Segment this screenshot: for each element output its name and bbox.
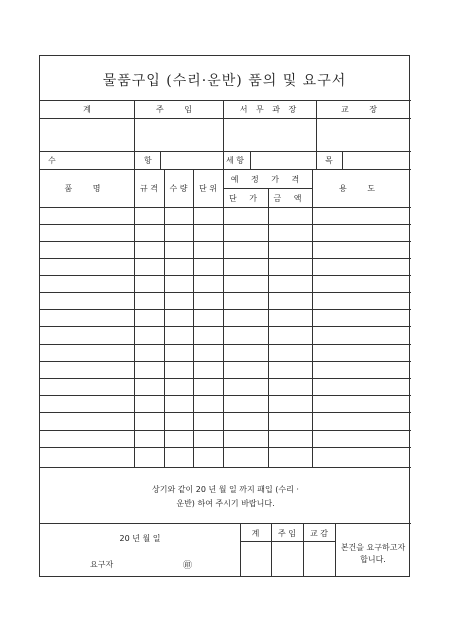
divider xyxy=(164,169,165,467)
info-su-label: 수 xyxy=(48,156,56,165)
approval-gye-label: 계 xyxy=(83,105,91,114)
divider xyxy=(40,118,411,119)
divider xyxy=(40,523,411,524)
footer-gyogam-label: 교 감 xyxy=(310,529,328,538)
header-unit: 단 위 xyxy=(199,184,217,193)
statement-line-1: 상기와 같이 20 년 월 일 까지 패입 (수리 · xyxy=(152,485,299,494)
header-qty: 수 량 xyxy=(169,184,188,193)
footer-note-line-2: 합니다. xyxy=(360,555,386,564)
header-use: 용 도 xyxy=(339,184,384,193)
divider xyxy=(193,169,194,467)
divider xyxy=(312,169,313,467)
divider xyxy=(40,430,411,431)
divider xyxy=(250,151,251,169)
divider xyxy=(40,258,411,259)
approval-seomu-label: 서 무 과 장 xyxy=(239,105,300,114)
divider xyxy=(40,467,411,468)
divider xyxy=(223,151,224,169)
info-mok-label: 목 xyxy=(325,156,333,165)
divider xyxy=(40,275,411,276)
header-estimate: 예 정 가 격 xyxy=(230,175,305,184)
header-spec: 규 격 xyxy=(140,184,158,193)
divider xyxy=(40,412,411,413)
info-hang-label: 항 xyxy=(144,156,152,165)
divider xyxy=(40,100,411,101)
divider xyxy=(40,207,411,208)
divider xyxy=(40,395,411,396)
footer-gye-label: 계 xyxy=(251,529,260,538)
divider xyxy=(134,169,135,467)
footer-note-line-1: 본건을 요구하고자 xyxy=(340,543,406,552)
header-amount: 금 액 xyxy=(273,194,307,203)
approval-juim-label: 주 임 xyxy=(156,105,201,114)
requisition-form xyxy=(39,55,410,577)
divider xyxy=(40,326,411,327)
divider xyxy=(316,151,317,169)
divider xyxy=(134,151,135,169)
divider xyxy=(223,169,224,467)
footer-juim-label: 주 임 xyxy=(278,529,296,538)
divider xyxy=(40,361,411,362)
divider xyxy=(342,151,343,169)
approval-gyojang-label: 교 장 xyxy=(341,105,386,114)
footer-date: 20 년 월 일 xyxy=(119,534,161,543)
divider xyxy=(40,151,411,152)
footer-requester-label: 요구자 xyxy=(90,560,114,569)
divider xyxy=(40,447,411,448)
statement-line-2: 운반) 하여 주시기 바랍니다. xyxy=(176,499,275,508)
info-sehang-label: 세 항 xyxy=(226,156,244,165)
divider xyxy=(40,292,411,293)
form-title: 물품구입 (수리·운반) 품의 및 요구서 xyxy=(102,73,347,89)
seal-icon: ㊞ xyxy=(183,561,193,571)
divider xyxy=(40,169,411,170)
header-price: 단 가 xyxy=(229,194,262,203)
divider xyxy=(40,224,411,225)
divider xyxy=(40,309,411,310)
divider xyxy=(40,241,411,242)
divider xyxy=(40,378,411,379)
divider xyxy=(240,541,335,542)
divider xyxy=(40,344,411,345)
divider xyxy=(160,151,161,169)
header-item: 품 명 xyxy=(64,184,110,193)
divider xyxy=(268,188,269,467)
